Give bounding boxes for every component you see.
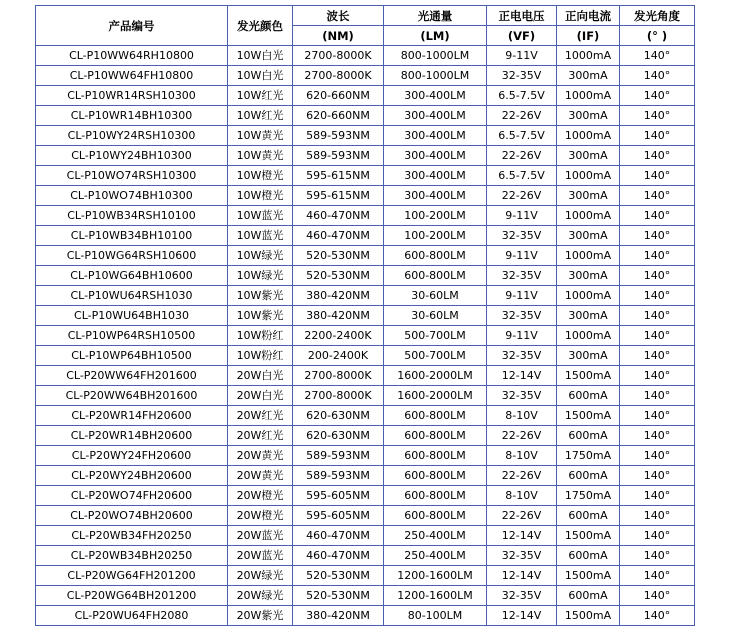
color-cell: 20W黄光 <box>228 466 293 486</box>
header-forward-voltage-unit: (VF) <box>487 26 557 46</box>
forward-current-cell: 300mA <box>557 146 620 166</box>
color-cell: 10W粉红 <box>228 326 293 346</box>
wavelength-cell: 2700-8000K <box>293 46 384 66</box>
beam-angle-cell: 140° <box>620 106 695 126</box>
color-cell: 10W绿光 <box>228 266 293 286</box>
wavelength-cell: 2700-8000K <box>293 366 384 386</box>
forward-current-cell: 600mA <box>557 546 620 566</box>
wavelength-cell: 620-630NM <box>293 426 384 446</box>
wavelength-cell: 380-420NM <box>293 306 384 326</box>
wavelength-cell: 460-470NM <box>293 546 384 566</box>
color-cell: 20W红光 <box>228 406 293 426</box>
color-cell: 20W紫光 <box>228 606 293 626</box>
product-code-cell: CL-P10WY24BH10300 <box>36 146 228 166</box>
forward-current-cell: 1500mA <box>557 606 620 626</box>
forward-voltage-cell: 32-35V <box>487 306 557 326</box>
color-cell: 20W红光 <box>228 426 293 446</box>
beam-angle-cell: 140° <box>620 426 695 446</box>
table-row <box>36 386 695 406</box>
forward-voltage-cell: 9-11V <box>487 246 557 266</box>
wavelength-cell: 589-593NM <box>293 446 384 466</box>
beam-angle-cell: 140° <box>620 546 695 566</box>
luminous-flux-cell: 600-800LM <box>384 446 487 466</box>
product-code-cell: CL-P10WR14BH10300 <box>36 106 228 126</box>
luminous-flux-cell: 250-400LM <box>384 546 487 566</box>
forward-voltage-cell: 8-10V <box>487 486 557 506</box>
forward-voltage-cell: 32-35V <box>487 346 557 366</box>
forward-current-cell: 300mA <box>557 226 620 246</box>
luminous-flux-cell: 300-400LM <box>384 86 487 106</box>
beam-angle-cell: 140° <box>620 466 695 486</box>
color-cell: 10W绿光 <box>228 246 293 266</box>
color-cell: 20W蓝光 <box>228 526 293 546</box>
luminous-flux-cell: 300-400LM <box>384 186 487 206</box>
wavelength-cell: 2700-8000K <box>293 386 384 406</box>
color-cell: 10W白光 <box>228 66 293 86</box>
product-code-cell: CL-P10WO74RSH10300 <box>36 166 228 186</box>
wavelength-cell: 589-593NM <box>293 146 384 166</box>
table-row <box>36 526 695 546</box>
wavelength-cell: 380-420NM <box>293 606 384 626</box>
beam-angle-cell: 140° <box>620 486 695 506</box>
table-row <box>36 106 695 126</box>
table-row <box>36 346 695 366</box>
color-cell: 10W黄光 <box>228 146 293 166</box>
forward-voltage-cell: 22-26V <box>487 186 557 206</box>
luminous-flux-cell: 300-400LM <box>384 106 487 126</box>
header-forward-current: 正向电流 <box>557 6 620 26</box>
table-row <box>36 126 695 146</box>
wavelength-cell: 595-615NM <box>293 166 384 186</box>
luminous-flux-cell: 80-100LM <box>384 606 487 626</box>
product-code-cell: CL-P10WP64BH10500 <box>36 346 228 366</box>
header-forward-current-unit: (IF) <box>557 26 620 46</box>
color-cell: 10W黄光 <box>228 126 293 146</box>
product-code-cell: CL-P10WU64RSH1030 <box>36 286 228 306</box>
header-wavelength: 波长 <box>293 6 384 26</box>
wavelength-cell: 520-530NM <box>293 246 384 266</box>
color-cell: 10W粉红 <box>228 346 293 366</box>
wavelength-cell: 595-605NM <box>293 506 384 526</box>
luminous-flux-cell: 600-800LM <box>384 426 487 446</box>
table-row <box>36 406 695 426</box>
header-color: 发光颜色 <box>228 6 293 46</box>
forward-voltage-cell: 22-26V <box>487 426 557 446</box>
table-body <box>36 46 695 626</box>
wavelength-cell: 380-420NM <box>293 286 384 306</box>
forward-current-cell: 1500mA <box>557 526 620 546</box>
forward-current-cell: 1000mA <box>557 246 620 266</box>
luminous-flux-cell: 300-400LM <box>384 126 487 146</box>
color-cell: 20W黄光 <box>228 446 293 466</box>
product-code-cell: CL-P20WO74FH20600 <box>36 486 228 506</box>
beam-angle-cell: 140° <box>620 246 695 266</box>
wavelength-cell: 620-660NM <box>293 86 384 106</box>
color-cell: 10W红光 <box>228 86 293 106</box>
beam-angle-cell: 140° <box>620 286 695 306</box>
luminous-flux-cell: 1600-2000LM <box>384 386 487 406</box>
wavelength-cell: 460-470NM <box>293 526 384 546</box>
header-beam-angle: 发光角度 <box>620 6 695 26</box>
product-code-cell: CL-P20WR14BH20600 <box>36 426 228 446</box>
color-cell: 20W橙光 <box>228 486 293 506</box>
color-cell: 20W白光 <box>228 386 293 406</box>
forward-current-cell: 300mA <box>557 106 620 126</box>
forward-voltage-cell: 12-14V <box>487 526 557 546</box>
product-code-cell: CL-P20WW64BH201600 <box>36 386 228 406</box>
color-cell: 10W红光 <box>228 106 293 126</box>
luminous-flux-cell: 600-800LM <box>384 466 487 486</box>
product-code-cell: CL-P20WB34BH20250 <box>36 546 228 566</box>
forward-voltage-cell: 32-35V <box>487 546 557 566</box>
product-code-cell: CL-P10WG64RSH10600 <box>36 246 228 266</box>
product-code-cell: CL-P10WP64RSH10500 <box>36 326 228 346</box>
product-code-cell: CL-P20WR14FH20600 <box>36 406 228 426</box>
product-code-cell: CL-P20WY24FH20600 <box>36 446 228 466</box>
table-row <box>36 86 695 106</box>
color-cell: 20W橙光 <box>228 506 293 526</box>
luminous-flux-cell: 250-400LM <box>384 526 487 546</box>
table-row <box>36 206 695 226</box>
beam-angle-cell: 140° <box>620 126 695 146</box>
forward-current-cell: 300mA <box>557 306 620 326</box>
product-code-cell: CL-P10WB34BH10100 <box>36 226 228 246</box>
forward-voltage-cell: 22-26V <box>487 506 557 526</box>
forward-voltage-cell: 6.5-7.5V <box>487 166 557 186</box>
forward-current-cell: 300mA <box>557 66 620 86</box>
header-luminous-flux-unit: (LM) <box>384 26 487 46</box>
luminous-flux-cell: 300-400LM <box>384 146 487 166</box>
forward-voltage-cell: 12-14V <box>487 366 557 386</box>
product-code-cell: CL-P10WY24RSH10300 <box>36 126 228 146</box>
forward-current-cell: 1000mA <box>557 286 620 306</box>
forward-current-cell: 1000mA <box>557 86 620 106</box>
product-code-cell: CL-P20WO74BH20600 <box>36 506 228 526</box>
forward-current-cell: 1750mA <box>557 486 620 506</box>
forward-current-cell: 600mA <box>557 466 620 486</box>
table-row <box>36 146 695 166</box>
beam-angle-cell: 140° <box>620 526 695 546</box>
header-luminous-flux: 光通量 <box>384 6 487 26</box>
luminous-flux-cell: 1200-1600LM <box>384 566 487 586</box>
beam-angle-cell: 140° <box>620 606 695 626</box>
forward-current-cell: 1500mA <box>557 406 620 426</box>
table-row <box>36 226 695 246</box>
table-row <box>36 326 695 346</box>
color-cell: 10W蓝光 <box>228 226 293 246</box>
table-row <box>36 306 695 326</box>
forward-voltage-cell: 22-26V <box>487 146 557 166</box>
luminous-flux-cell: 100-200LM <box>384 226 487 246</box>
header-forward-voltage: 正电电压 <box>487 6 557 26</box>
wavelength-cell: 595-615NM <box>293 186 384 206</box>
beam-angle-cell: 140° <box>620 366 695 386</box>
color-cell: 10W橙光 <box>228 186 293 206</box>
forward-voltage-cell: 9-11V <box>487 46 557 66</box>
forward-current-cell: 1000mA <box>557 46 620 66</box>
table-row <box>36 446 695 466</box>
wavelength-cell: 460-470NM <box>293 206 384 226</box>
luminous-flux-cell: 600-800LM <box>384 266 487 286</box>
forward-current-cell: 300mA <box>557 346 620 366</box>
table-row <box>36 606 695 626</box>
beam-angle-cell: 140° <box>620 46 695 66</box>
wavelength-cell: 595-605NM <box>293 486 384 506</box>
beam-angle-cell: 140° <box>620 266 695 286</box>
forward-voltage-cell: 12-14V <box>487 566 557 586</box>
wavelength-cell: 2700-8000K <box>293 66 384 86</box>
luminous-flux-cell: 600-800LM <box>384 486 487 506</box>
forward-voltage-cell: 32-35V <box>487 266 557 286</box>
forward-voltage-cell: 32-35V <box>487 586 557 606</box>
luminous-flux-cell: 600-800LM <box>384 406 487 426</box>
table-row <box>36 586 695 606</box>
forward-voltage-cell: 9-11V <box>487 286 557 306</box>
beam-angle-cell: 140° <box>620 306 695 326</box>
forward-voltage-cell: 6.5-7.5V <box>487 86 557 106</box>
forward-current-cell: 1500mA <box>557 566 620 586</box>
beam-angle-cell: 140° <box>620 586 695 606</box>
forward-current-cell: 1750mA <box>557 446 620 466</box>
beam-angle-cell: 140° <box>620 186 695 206</box>
color-cell: 20W蓝光 <box>228 546 293 566</box>
product-code-cell: CL-P20WG64FH201200 <box>36 566 228 586</box>
forward-current-cell: 1000mA <box>557 326 620 346</box>
luminous-flux-cell: 300-400LM <box>384 166 487 186</box>
beam-angle-cell: 140° <box>620 346 695 366</box>
product-code-cell: CL-P10WU64BH1030 <box>36 306 228 326</box>
luminous-flux-cell: 800-1000LM <box>384 66 487 86</box>
beam-angle-cell: 140° <box>620 166 695 186</box>
table-row <box>36 366 695 386</box>
table-row <box>36 246 695 266</box>
wavelength-cell: 460-470NM <box>293 226 384 246</box>
product-code-cell: CL-P10WW64RH10800 <box>36 46 228 66</box>
forward-current-cell: 1000mA <box>557 126 620 146</box>
color-cell: 10W紫光 <box>228 306 293 326</box>
luminous-flux-cell: 800-1000LM <box>384 46 487 66</box>
beam-angle-cell: 140° <box>620 206 695 226</box>
forward-current-cell: 600mA <box>557 426 620 446</box>
wavelength-cell: 520-530NM <box>293 566 384 586</box>
beam-angle-cell: 140° <box>620 326 695 346</box>
table-row <box>36 66 695 86</box>
led-spec-table <box>35 5 695 626</box>
forward-voltage-cell: 12-14V <box>487 606 557 626</box>
luminous-flux-cell: 500-700LM <box>384 326 487 346</box>
product-code-cell: CL-P20WG64BH201200 <box>36 586 228 606</box>
header-beam-angle-unit: (° ) <box>620 26 695 46</box>
luminous-flux-cell: 1200-1600LM <box>384 586 487 606</box>
wavelength-cell: 520-530NM <box>293 266 384 286</box>
table-header <box>36 6 695 46</box>
wavelength-cell: 589-593NM <box>293 466 384 486</box>
beam-angle-cell: 140° <box>620 566 695 586</box>
forward-voltage-cell: 8-10V <box>487 406 557 426</box>
color-cell: 10W白光 <box>228 46 293 66</box>
table-row <box>36 186 695 206</box>
forward-voltage-cell: 8-10V <box>487 446 557 466</box>
forward-current-cell: 300mA <box>557 186 620 206</box>
luminous-flux-cell: 100-200LM <box>384 206 487 226</box>
header-product-code: 产品编号 <box>36 6 228 46</box>
beam-angle-cell: 140° <box>620 506 695 526</box>
product-code-cell: CL-P20WY24BH20600 <box>36 466 228 486</box>
color-cell: 20W绿光 <box>228 586 293 606</box>
product-code-cell: CL-P10WR14RSH10300 <box>36 86 228 106</box>
color-cell: 20W白光 <box>228 366 293 386</box>
forward-voltage-cell: 9-11V <box>487 326 557 346</box>
wavelength-cell: 2200-2400K <box>293 326 384 346</box>
luminous-flux-cell: 30-60LM <box>384 286 487 306</box>
forward-voltage-cell: 22-26V <box>487 466 557 486</box>
forward-voltage-cell: 22-26V <box>487 106 557 126</box>
table-row <box>36 506 695 526</box>
forward-current-cell: 300mA <box>557 266 620 286</box>
forward-current-cell: 1000mA <box>557 166 620 186</box>
forward-current-cell: 600mA <box>557 586 620 606</box>
color-cell: 10W橙光 <box>228 166 293 186</box>
beam-angle-cell: 140° <box>620 86 695 106</box>
wavelength-cell: 200-2400K <box>293 346 384 366</box>
product-code-cell: CL-P20WU64FH2080 <box>36 606 228 626</box>
beam-angle-cell: 140° <box>620 226 695 246</box>
product-code-cell: CL-P10WG64BH10600 <box>36 266 228 286</box>
product-code-cell: CL-P10WB34RSH10100 <box>36 206 228 226</box>
table-row <box>36 566 695 586</box>
table-row <box>36 266 695 286</box>
header-wavelength-unit: (NM) <box>293 26 384 46</box>
beam-angle-cell: 140° <box>620 386 695 406</box>
luminous-flux-cell: 1600-2000LM <box>384 366 487 386</box>
table-row <box>36 46 695 66</box>
product-code-cell: CL-P10WW64FH10800 <box>36 66 228 86</box>
forward-voltage-cell: 32-35V <box>487 386 557 406</box>
luminous-flux-cell: 30-60LM <box>384 306 487 326</box>
color-cell: 10W紫光 <box>228 286 293 306</box>
beam-angle-cell: 140° <box>620 66 695 86</box>
forward-current-cell: 600mA <box>557 506 620 526</box>
forward-current-cell: 600mA <box>557 386 620 406</box>
table-row <box>36 486 695 506</box>
table-row <box>36 546 695 566</box>
wavelength-cell: 620-660NM <box>293 106 384 126</box>
luminous-flux-cell: 600-800LM <box>384 246 487 266</box>
forward-current-cell: 1000mA <box>557 206 620 226</box>
forward-current-cell: 1500mA <box>557 366 620 386</box>
color-cell: 20W绿光 <box>228 566 293 586</box>
wavelength-cell: 520-530NM <box>293 586 384 606</box>
forward-voltage-cell: 9-11V <box>487 206 557 226</box>
table-row <box>36 166 695 186</box>
luminous-flux-cell: 600-800LM <box>384 506 487 526</box>
table-row <box>36 466 695 486</box>
wavelength-cell: 620-630NM <box>293 406 384 426</box>
product-code-cell: CL-P20WW64FH201600 <box>36 366 228 386</box>
beam-angle-cell: 140° <box>620 146 695 166</box>
beam-angle-cell: 140° <box>620 446 695 466</box>
forward-voltage-cell: 32-35V <box>487 66 557 86</box>
product-code-cell: CL-P20WB34FH20250 <box>36 526 228 546</box>
forward-voltage-cell: 6.5-7.5V <box>487 126 557 146</box>
beam-angle-cell: 140° <box>620 406 695 426</box>
product-code-cell: CL-P10WO74BH10300 <box>36 186 228 206</box>
luminous-flux-cell: 500-700LM <box>384 346 487 366</box>
forward-voltage-cell: 32-35V <box>487 226 557 246</box>
wavelength-cell: 589-593NM <box>293 126 384 146</box>
table-row <box>36 426 695 446</box>
table-row <box>36 286 695 306</box>
color-cell: 10W蓝光 <box>228 206 293 226</box>
